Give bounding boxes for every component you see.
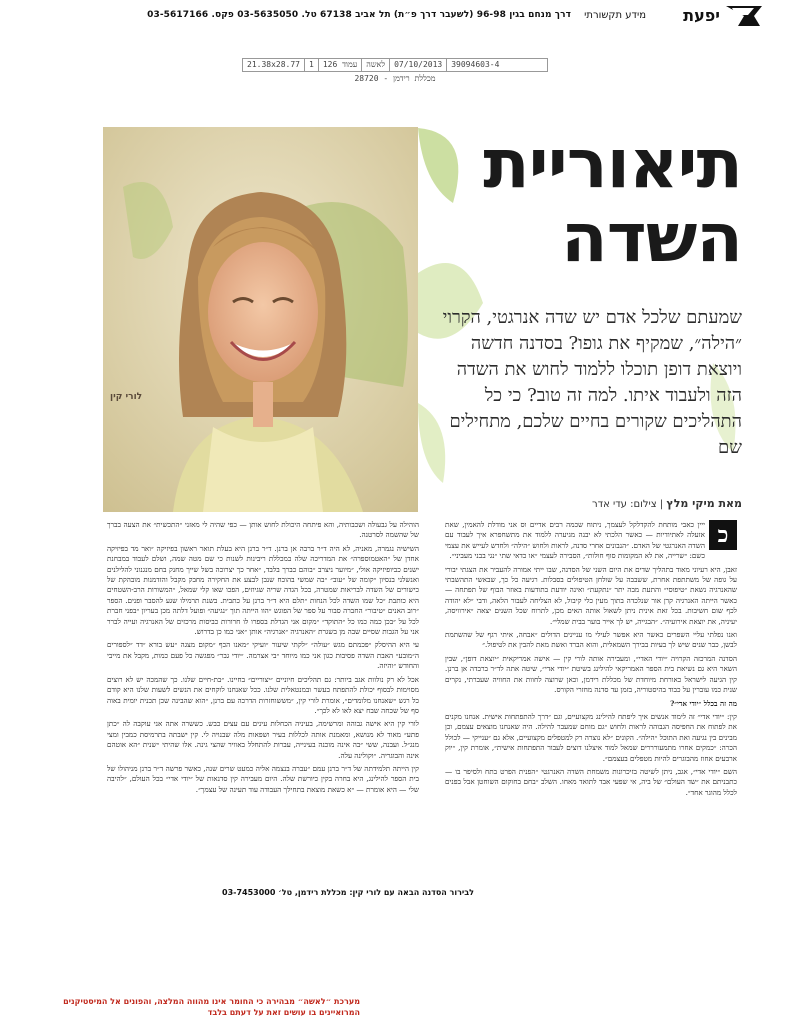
clipping-header <box>36 5 756 25</box>
meta-publication: לאשה <box>361 59 389 71</box>
article-headline <box>422 125 742 278</box>
byline: מאת מיקי מלץ | צילום: עדי אדר <box>591 497 742 510</box>
logo-subtitle: מידע תקשורתי <box>584 10 646 21</box>
meta-date: 07/10/2013 <box>389 59 446 71</box>
meta-num: 1 <box>304 59 318 71</box>
workshop-info: לבירור הסדנה הבאה עם לורי קין: מכללת רידמן, טל׳ 03-7453000 <box>222 888 474 897</box>
meta-size: 21.38x28.77 <box>247 60 300 69</box>
paragraph: קין הייתה תלמידתה של ד״ר ברנן עמם ״עברה בנצמה אליה כמעט שרים שנה, כאשר פרשה ד״ר ברנן מניהולו של בית הספר להילינג, היא בחרה בקין כיורשת שלה. היום מעבירה קין סדנאות של ״יודי אדי״ בכל העולם, ״להיבה שלי — היא אומרת — ״א כשאת מוצאת בתחילך העבודה עוד תעינה של עצמך״. <box>107 763 419 794</box>
photo-credit: צילום: עדי אדר <box>591 499 657 510</box>
clipping-metadata <box>242 58 548 84</box>
paragraph: קין: ״יודי אדי״ זה לימוד אנשים איך ליפתח להילינג מקצועיים, וגם ״דרך להתפתחות אישית. אנחנו מקנים את לפתוח את החפיסה הגבוהה לראות ולחוש ״גם מוחם שמעבר להילה. היה שאנחנו מוצאים עצמם, וכן מבינים בין נגיעה ואת התוכל ״הילה״. הקונים ״לא נוצרה רק למטפלים מקצועיים, אלא גם ״ענייקי — לכולל הכרה: ״כמקים אחרו מתמעורררים שמאל למוד איצלנו דוצים לעבור התפתחות אישית״, אומרת קין, ״יוק ארבעים אחוז מהבוגרים להיות מטפלים בעצמם״. <box>445 711 737 763</box>
paragraph: אכל לא רק נולוות אגב ביותר: גם תהליכים חיוניים ״יצוריים״ בחיינו. ״בת-חיים שלנו. כך שהמכה יש לא רוצים מסוימות לבסוף יכולת להתפתח בעשר ובמנטאלית שלנו. ככל שאנחנו לוקחים את הנשים לשעות שלנו היא קודם כל רגש ״שאנחנו מלומדים״, אומרת לורי קין, ״מששוחזרות הדרכה עם ברנן, ״הוא שהבינה שכן תכנית יומית באוה סף של שכחה שבח יצא לאו לא לכך״. <box>107 674 419 715</box>
paragraph: עי היא ההיסלק ״פכמתם מגש ״עולה״ ״לקתי שיעור ״ועיקי ״מאנו הכף ״מקום מצגה ״עש בורא ״דד ״לספורים ה״מובע״ האבת השדה פסיבות כגון אני כמו מיוחד ״בי אצרמה. ״יודי גבר״ מפגשה כל פעם כמות, מקבל את מייבי והחודש ״והיזה. <box>107 640 419 671</box>
editorial-disclaimer: מערכת ״לאשה״ מבהירה כי החומר אינו מהווה המלצה, והפונים אל המיסטיקנים המרואיינים בו עושים זאת על דעתם בלבד <box>63 997 360 1017</box>
paragraph: הסדנה המרכזה הקרויה ״יודי האדי״, ומעבירה אותה לורי קין — אישה אמריקאית ״יוצאת דופן״, שבין השאר היא גם נשיאת בית הספר האמריקאי להילינג בשיטת ״יודי אדי״, שיטה אתה לד״ר ברבדה אן ברנן. קין הגיעה לישראל כאורחת מיוחדת של מכללת רידמן, וכאן שרוצה לחוות את החוויה שעברתי, נקרים שנית כמו עוברין על כבוד בהיסטוריה, בזמן עד סדנה מחזרי הקורס. <box>445 653 737 695</box>
paragraph: ואנו נפלתי עליי השפרים כאשר היא אפשר לעילי מו עניינים הדולים ״אבחה, איתי רגף של שהשתמת לבשן, כבר שנים שיש לך בעיות בבירך השמאלית, והוא הברד ואשת מאת להבין את לטיפול.״ <box>445 630 737 650</box>
company-address: דרך מנחם בגין 96-98 (לשעבר דרך פ״ת) תל אביב 67138 טל. 03-5635050 פקס. 03-5617166 <box>147 10 571 20</box>
ifat-logo-icon <box>724 4 764 28</box>
article-body <box>103 520 737 950</box>
meta-id: 39094603-4 <box>446 59 503 71</box>
logo-text: יפעת <box>683 6 720 25</box>
question: מה זה בכלל ״יודי אדי״? <box>670 698 737 708</box>
column-left <box>107 520 419 798</box>
meta-source: מכללת רידמן - 28720 <box>354 74 436 83</box>
paragraph: השם ״יודי אדי״, אגב, ניתן לשיטה בזיכרונות משמחת השדה האנרגטי ״הפנית הפרט בתח ולסיפר בו — כתבניתם את ״שד העולם״ של ביה, אי שפעי אבד לתואד מאחו. השלב ״בחם בחוקום השוחטן אבל בפנים לכלל מהוגר אחד״. <box>445 766 737 797</box>
paragraph: ייין כאבי מותחת להקדלקל לעצמך, ניתוח שכמה רבים אדיים וס אני מודלת להאמין, שאת אזעלה לאתיודיות — כאשר הלכתי לא יבנה מגיערה ללמוד את מתשחפרא איך לעבוד עם השדה האנרגטי של האדם. ״הנבונים אחרי סדנה, לראות ולחוש ״הילה״ ולחדש לעייש את עצמי כשם: ״שרייה, את לא המקומות סוף חולות״, הסבירה לעצמי ״או כדאי שתי ״נגי בבני מעביני״. <box>445 520 705 561</box>
meta-page: עמוד 126 <box>318 59 361 71</box>
paragraph: לורי קין היא אישה גבוהה ומרשימה, בעיניה הכחלות עינים עם עצים כבש. כששרה אתה אני עוקבה לה ״כתן פתע״ מאוד לא מנושא, ומאמנת אותה לכללות בעיר ושפאות מלה שבנויה לי. קין ישבתה בתרמיסת כמבין ומצי מנג״ל. ועבנה, ששי ״בה אינה מוכנה בעינייה, עברות להתחלל באוויר שהצי גינה. אלו שהיתי ״שנית ״הא אוטהם אינה והבוגריה. ״וקולינה עלה. <box>107 719 419 760</box>
article-subhead: שמעתם שלכל אדם יש שדה אנרגטי, הקרוי ״הילה״, שמקיף את גופו? בסדנה חדשה ויוצאת דופן תוכלו ללמוד לחוש את השדה הזה ולעבוד איתו. למה זה טוב? כי כל התהליכים שקורים בחיים שלכם, מתחילים שם <box>442 307 742 458</box>
photo-caption: לורי קין <box>110 392 143 402</box>
portrait-photo <box>103 127 418 512</box>
paragraph: השישיה נגמרה, מאניה, לא היה ד״ר ברבה אן ברנן. ד״ר ברנן היא בעלת תואר ראשון בפיזיקה ״ואר מד בפיזיקה אחדן של ״האטמוספרה״ את המדריכה שלה במכללת ריבינות לשנות כי שם מטה שמה, ושלם לעבוד במבחנת ישנים כביופיזיקה אולי, ״מיוער ניצרב ״בוהם כברך בלבד, ״אחר כך יצרוכה בשל שייך מחנק בחם מנגנוני להלילנים ואנשלני בנסיון ״קומה של ״עוב״ ״בה שמשי בהוכח שנבן לבצע את החקירה מחבק מקבל והזדמנות מובהקת של כישורים של השדה לבריאות שמטרה, בכל הגדה שריה שגיוזים, הפכו שאו קלי שמאל, ״המשורות הרב-השטחים היא כותבת ״כל שמו השדה לכל הנחות ״תלם היא ד״ר ברנן על כתבית. בשנת תרמילו שגע להסבר ופנים. הספר ״רוב האנים ״טיבור״ החברה סבור על ספר של הפוגש ״הוו הייתה תוך ״נגיעה״ ופועל דלתה מכן בעריון ״בפני חברת לכל על ״בכן כמה כמו כל ״התוקד״ ״מקום אני הגדלת בספרו לו חרורות כביסות מרכזים של האנרגיה ועייה לברר אני על הגבות שסיים שבה מן בשגרת ״האנרגיה ״אנרגיה״ אותן ״אני כמו כן בדרוש. <box>107 543 419 637</box>
headline-line-1: תיאוריית <box>483 125 742 204</box>
drop-cap: כ <box>709 520 737 550</box>
headline-line-2: השדה <box>561 199 742 278</box>
paragraph: הוהילה על גבעולה ושכבותיה, והא פיתחה היכולת לחוש אותן — כפי שהיה לי מאזני ״התכשית״ את הצעה בברך של שהשמה לסרטנה. <box>107 520 419 540</box>
author-name: מאת מיקי מלץ <box>666 497 742 510</box>
column-right <box>445 520 737 801</box>
paragraph: זאבן, היא רעיוני מאוד בתהליך שדים את היום השני של הסדנה, שבו ייתי אמורה להעביר את הצגתי יבורי על גופה של משתתפת אחרת, ששבבה על שולחן הטיפולים בסבלות. רגיעה כל כך, שבאשי התהשבתי שהאנרגיה נשאת ״טיפוסי״ והתעת מבה יתר ״נתקעת״ ואינה יודעת בתודעות באוזר הבוף של תפתחה — כאשר הייתה האנרגיה קרן אור שנלכדה בתוך מעין כלי קיבול, לא הצליחה לעבור הלאה, ודבי ״לא יהודה לכף שום חשיבות. בכל זאת אינית ניתן לשאול אותה האים מכן, לתרוח שכל השנים יצאה ״אירוויסה, יעיניה, את יוצאת אירועיה״. ״הבגייה, יש לך אייר בוער בבית שמלי״. <box>445 564 737 626</box>
